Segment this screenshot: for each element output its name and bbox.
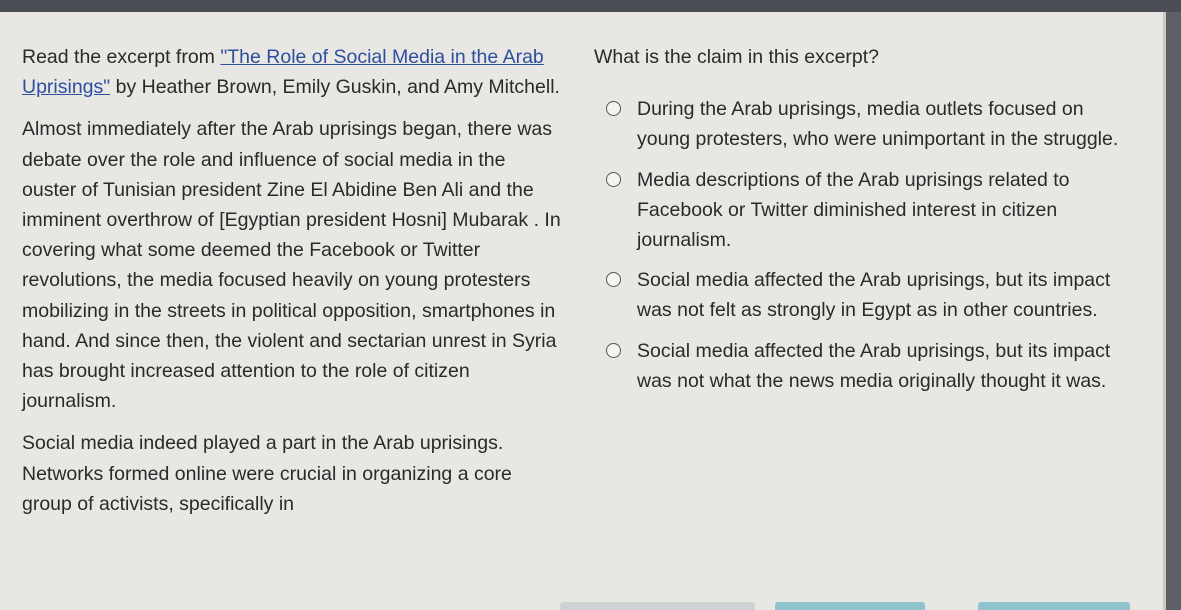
question-page <box>0 12 1166 610</box>
answer-option-2[interactable] <box>594 165 1154 256</box>
radio-button[interactable] <box>606 101 621 116</box>
option-label: During the Arab uprisings, media outlets focused on young protesters, who were unimportant in the struggle. <box>637 98 1119 151</box>
excerpt-paragraph-1: Almost immediately after the Arab uprisings began, there was debate over the role and influence of social media in the ouster of Tunisian president Zine El Abidine Ben Ali and the imminent overthrow of [Egyptian president Hosni] Mubarak . In covering what some deemed the Facebook or Twitter revolutions, the media focused heavily on young protesters mobilizing in the streets in political opposition, smartphones in hand. And since then, the violent and sectarian unrest in Syria has brought increased attention to the role of citizen journalism. <box>22 118 561 413</box>
button-right[interactable] <box>978 602 1130 610</box>
bottom-button-bar <box>560 602 1160 610</box>
button-middle[interactable] <box>775 602 925 610</box>
intro-prefix: Read the excerpt from <box>22 46 221 68</box>
radio-button[interactable] <box>606 272 621 287</box>
top-bar <box>0 0 1181 12</box>
excerpt-panel <box>22 42 562 531</box>
radio-button[interactable] <box>606 343 621 358</box>
excerpt-intro <box>22 42 562 102</box>
button-left[interactable] <box>560 602 755 610</box>
title-link[interactable]: "The Role of Social Media in the Arab Uprisings" <box>22 46 544 99</box>
option-label: Media descriptions of the Arab uprisings related to Facebook or Twitter diminished interest in citizen journalism. <box>637 168 1070 252</box>
question-prompt: What is the claim in this excerpt? <box>594 46 880 68</box>
answer-option-4[interactable] <box>594 336 1154 396</box>
option-label: Social media affected the Arab uprisings, but its impact was not felt as strongly in Egypt as in other countries. <box>637 269 1111 322</box>
option-label: Social media affected the Arab uprisings, but its impact was not what the news media originally thought it was. <box>637 339 1111 392</box>
intro-suffix: by Heather Brown, Emily Guskin, and Amy Mitchell. <box>110 76 560 99</box>
radio-button[interactable] <box>606 172 621 187</box>
answer-option-3[interactable] <box>594 265 1154 325</box>
question-panel <box>594 42 1154 406</box>
excerpt-paragraph-2: Social media indeed played a part in the Arab uprisings. Networks formed online were crucial in organizing a core group of activists, specifically in <box>22 432 512 515</box>
answer-option-1[interactable] <box>594 94 1154 154</box>
